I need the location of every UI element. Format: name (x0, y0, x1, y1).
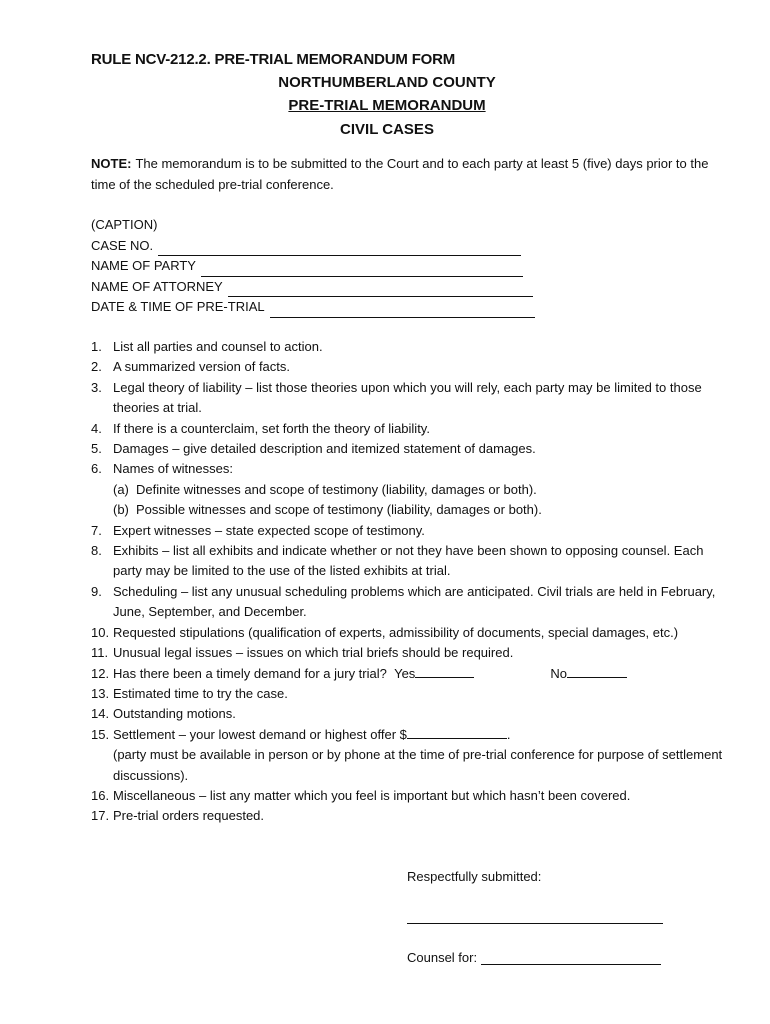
jury-yes-label: Yes (394, 665, 416, 681)
attorney-field (91, 277, 535, 298)
memorandum-title: PRE-TRIAL MEMORANDUM (288, 97, 486, 114)
list-item: 11. Unusual legal issues – issues on which trial briefs should be required. (91, 645, 514, 661)
list-item: 7. Expert witnesses – state expected scope of testimony. (91, 522, 425, 538)
case-no-blank[interactable] (158, 241, 521, 256)
party-field (91, 256, 535, 277)
case-type-heading: CIVIL CASES (340, 121, 434, 138)
case-no-field (91, 236, 535, 257)
jury-demand-item: 12. Has there been a timely demand for a jury trial? Yes No (91, 664, 731, 684)
settlement-item: 15. Settlement – your lowest demand or highest offer $ . (party must be available in person or by phone at the time of pre-trial conference for purpose of settlement discussions). (91, 726, 723, 783)
list-item: 16. Miscellaneous – list any matter which you feel is important but which hasn’t been covered. (91, 787, 631, 803)
party-label: NAME OF PARTY (91, 258, 196, 273)
list-item: 1. List all parties and counsel to action. (91, 339, 323, 354)
list-item: 9. Scheduling – list any unusual scheduling problems which are anticipated. Civil trials are held in February, June, September, and December. (91, 583, 716, 620)
list-item: 10. Requested stipulations (qualification of experts, admissibility of documents, special damages, etc.) (91, 624, 679, 640)
list-item: 5. Damages – give detailed description and itemized statement of damages. (91, 441, 536, 457)
rule-title: RULE NCV-212.2. PRE-TRIAL MEMORANDUM FORM (91, 51, 456, 68)
counsel-for-label: Counsel for: (407, 950, 478, 965)
list-item: 17. Pre-trial orders requested. (91, 808, 265, 824)
counsel-for-field (407, 950, 661, 965)
list-item: 3. Legal theory of liability – list those theories upon which you will rely, each party may be limited to those theories at trial. (91, 379, 702, 416)
respectfully-submitted: Respectfully submitted: (407, 869, 542, 884)
list-item: 4. If there is a counterclaim, set forth the theory of liability. (91, 420, 430, 436)
caption-block (91, 215, 535, 318)
witness-sub-item: (b) Possible witnesses and scope of testimony (liability, damages or both). (113, 502, 542, 518)
list-item: 8. Exhibits – list all exhibits and indicate whether or not they have been shown to opposing counsel. Each party may be limited to the use of the listed exhibits at trial. (91, 543, 704, 579)
party-blank[interactable] (201, 262, 523, 277)
settlement-note: (party must be available in person or by phone at the time of pre-trial conference for purpose of settlement discussions). (113, 747, 723, 783)
county-heading: NORTHUMBERLAND COUNTY (278, 74, 496, 91)
signature-line[interactable] (407, 923, 663, 924)
datetime-field (91, 297, 535, 318)
note-paragraph (91, 153, 731, 195)
requirements-list (91, 337, 731, 827)
jury-no-label: No (550, 665, 567, 681)
caption-heading: (CAPTION) (91, 217, 158, 232)
datetime-blank[interactable] (270, 303, 535, 318)
list-item: 13. Estimated time to try the case. (91, 685, 288, 701)
jury-no-blank[interactable] (567, 664, 627, 678)
jury-yes-blank[interactable] (415, 664, 474, 678)
list-item: 6. Names of witnesses: (91, 461, 233, 477)
case-no-label: CASE NO. (91, 237, 154, 253)
datetime-label: DATE & TIME OF PRE-TRIAL (91, 299, 265, 314)
witness-sub-item: (a) Definite witnesses and scope of testimony (liability, damages or both). (113, 481, 537, 497)
note-text: The memorandum is to be submitted to the Court and to each party at least 5 (five) days prior to the time of the scheduled pre-trial conference. (91, 156, 709, 192)
attorney-label: NAME OF ATTORNEY (91, 278, 223, 294)
settlement-amount-blank[interactable] (407, 725, 507, 739)
counsel-for-blank[interactable] (481, 950, 661, 965)
attorney-blank[interactable] (228, 282, 533, 297)
note-label: NOTE: (91, 156, 132, 171)
list-item: 14. Outstanding motions. (91, 706, 236, 722)
list-item: 2. A summarized version of facts. (91, 359, 291, 375)
